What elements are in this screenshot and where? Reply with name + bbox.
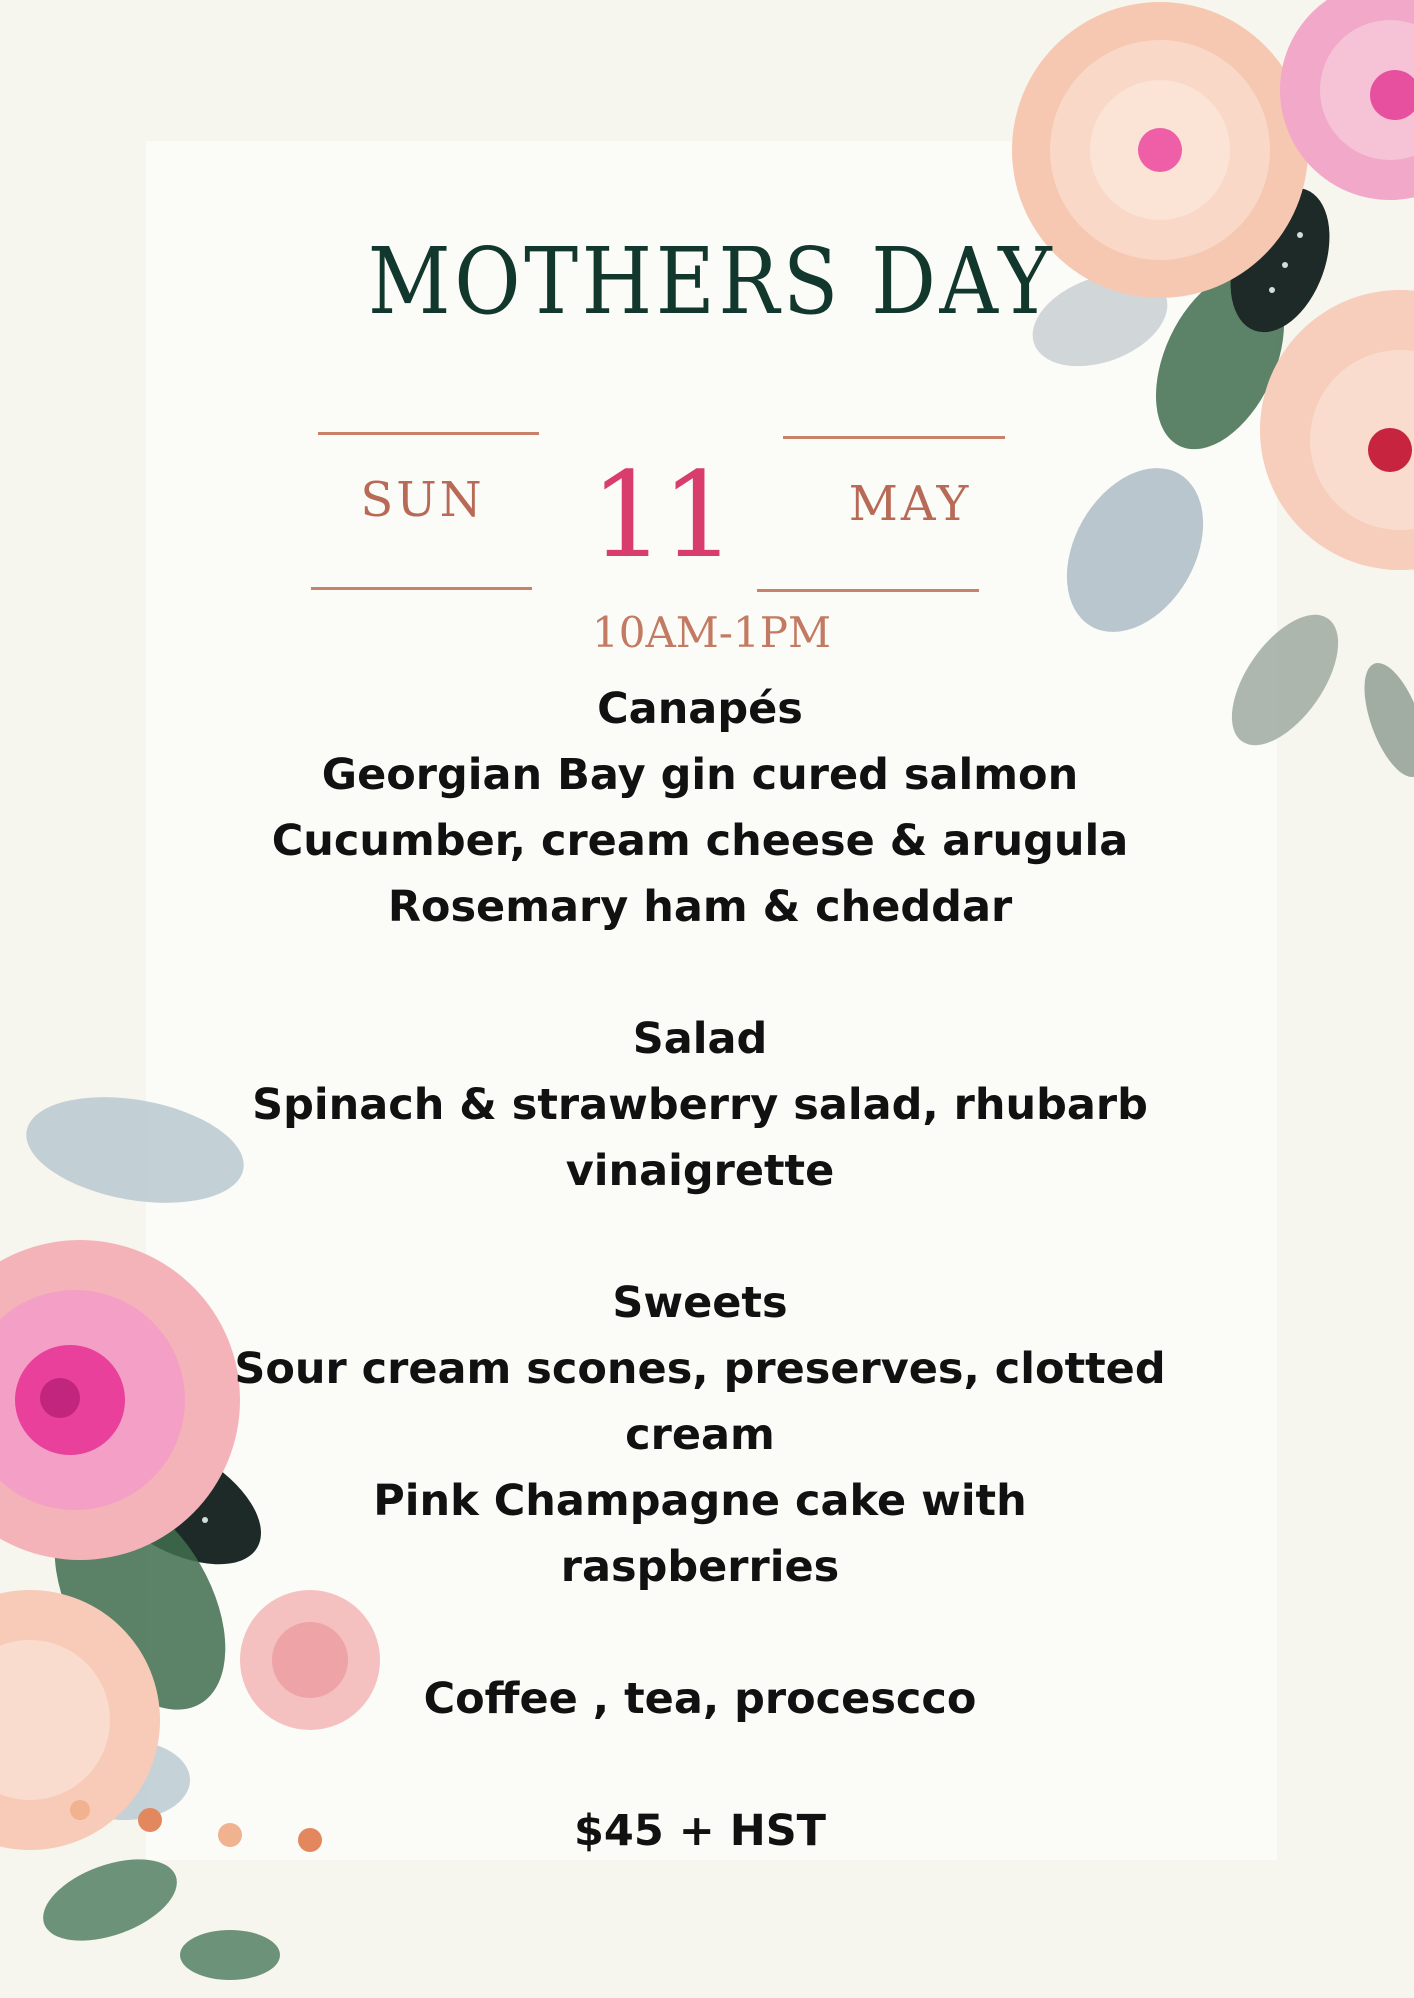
page-title: MOTHERS DAY xyxy=(367,228,1056,335)
price: $45 + HST xyxy=(573,1806,827,1856)
leaf-shape xyxy=(32,1843,187,1957)
drinks-line: Coffee , tea, procescco xyxy=(423,1674,977,1724)
divider-line xyxy=(757,589,979,592)
leaf-shape xyxy=(180,1930,280,1980)
menu-item: Spinach & strawberry salad, rhubarb xyxy=(252,1080,1148,1130)
divider-line xyxy=(783,436,1005,439)
month: MAY xyxy=(848,476,972,532)
day-of-week: SUN xyxy=(360,472,485,528)
menu-list xyxy=(200,676,1200,1864)
menu-item: raspberries xyxy=(560,1542,840,1592)
divider-line xyxy=(318,432,539,435)
menu-item: Cucumber, cream cheese & arugula xyxy=(271,816,1129,866)
menu-item: cream xyxy=(625,1410,775,1460)
menu-item: Pink Champagne cake with xyxy=(373,1476,1027,1526)
menu-item: Georgian Bay gin cured salmon xyxy=(321,750,1079,800)
section-heading-canapes: Canapés xyxy=(597,684,803,734)
menu-item: Sour cream scones, preserves, clotted xyxy=(234,1344,1166,1394)
section-heading-sweets: Sweets xyxy=(612,1278,788,1328)
day-number: 11 xyxy=(590,446,733,584)
menu-item: vinaigrette xyxy=(565,1146,835,1196)
event-time: 10AM-1PM xyxy=(592,608,831,657)
section-heading-salad: Salad xyxy=(632,1014,768,1064)
leaf-shape xyxy=(1352,655,1414,784)
menu-item: Rosemary ham & cheddar xyxy=(387,882,1013,932)
divider-line xyxy=(311,587,532,590)
